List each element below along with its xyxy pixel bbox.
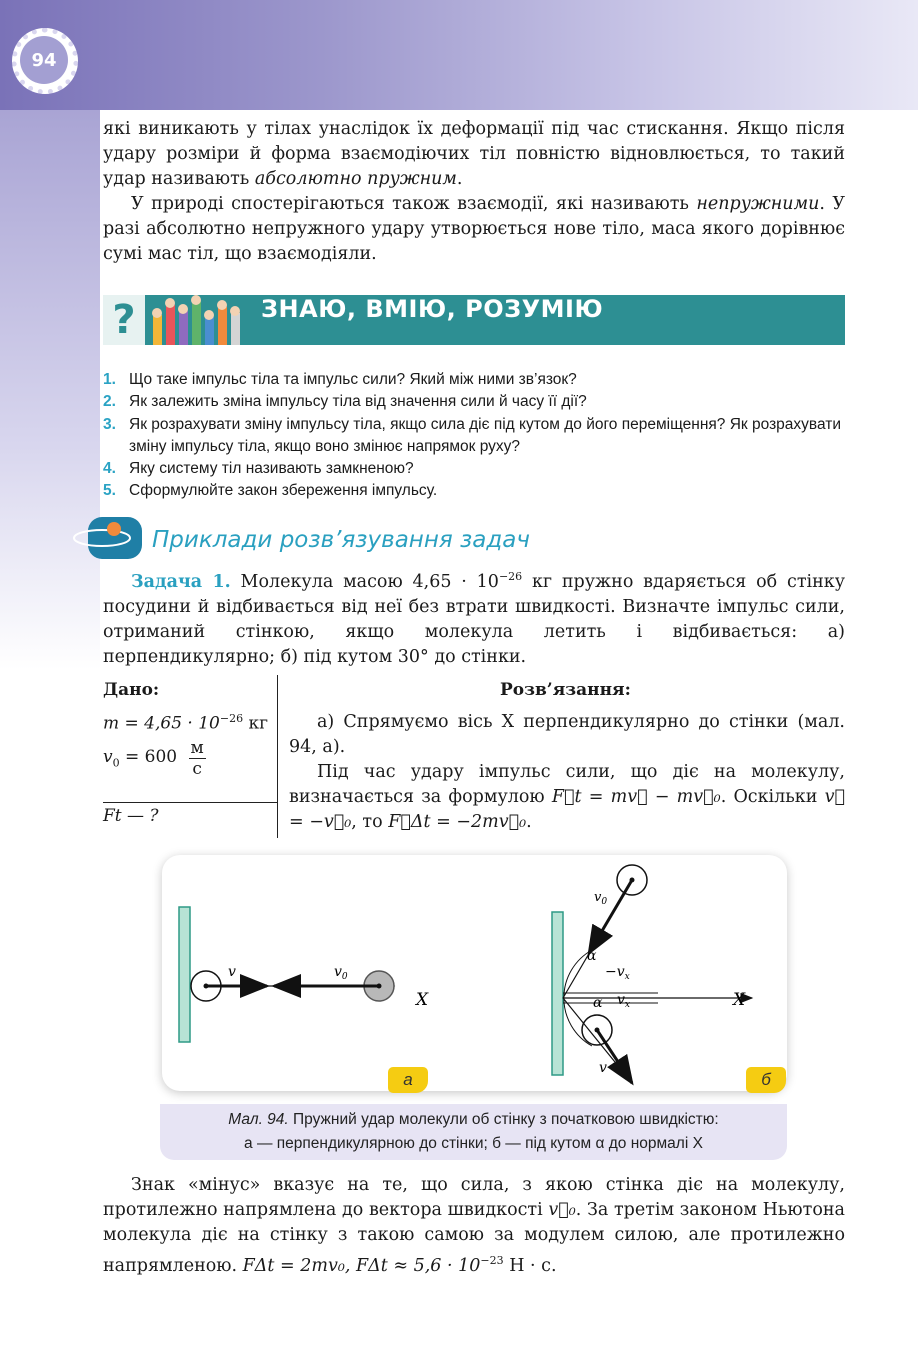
wall [179,907,190,1042]
panel-tag-a: а [388,1067,428,1093]
conclusion-paragraph: Знак «мінус» вказує на те, що сила, з якою стінка діє на молекулу, протилежно напрямлена до вектора швидкості v⃗₀. За третім законом Ньютона молекула діє на стінку з такою самою за модулем силою, але протилежно напрямленою. FΔt = 2mv₀, $F\Delta t \approx 5,6 \cdot 10^{-23}$ Н · с. [103,1175,845,1276]
question-list [103,369,863,503]
intro-paragraph-1: які виникають у тілах унаслідок їх деформації під час стискання. Якщо після удару розміри й форма взаємодіючих тіл повністю відновлюється, то такий удар називають абсолютно пружним. [103,119,845,189]
find-quantity: Ft — ? [103,806,159,826]
list-item: 2. Як залежить зміна імпульсу тіла від значення сили й часу її дії? [103,393,587,411]
x-axis-label: X [733,990,746,1010]
given-mass: $m = 4,65 \cdot 10^{-26}$ кг [103,712,269,734]
x-axis-label: X [416,990,429,1010]
collision-diagram [162,855,787,1091]
header-background [0,0,918,110]
v0-label: $v_0$ [334,964,348,982]
alpha-label: α [587,948,597,964]
divider [277,675,278,838]
side-background [0,110,100,670]
atom-icon [70,517,142,559]
minus-vx-label: $-v_x$ [605,964,630,982]
solution-heading: Розв’язання: [500,680,631,700]
given-heading: Дано: [103,680,160,700]
task-statement: Задача 1. Молекула масою $4,65 \cdot 10^{-26}$ кг пружно вдаряється об стінку посудини й відбивається від неї без втрати швидкості. Визначте імпульс сили, отриманий стінкою, якщо молекула летить і відбивається: а) перпендикулярно; б) під кутом 30° до стінки. [103,570,845,667]
list-item: 1. Що таке імпульс тіла та імпульс сили? Який між ними зв’язок? [103,371,577,388]
alpha-label: α [593,995,603,1011]
banner-title: ЗНАЮ, ВМІЮ, РОЗУМІЮ [261,295,604,323]
figure-caption: Мал. 94. Пружний удар молекули об стінку з початковою швидкістю: а — перпендикулярною до стінки; б — під кутом α до нормалі X [160,1104,787,1160]
divider [103,802,277,803]
panel-tag-b: б [746,1067,786,1093]
section-banner [103,295,845,345]
page-number: 94 [20,36,68,84]
given-velocity: $v_0 = 600$ м с [103,738,204,779]
figure-94 [162,855,787,1091]
list-item: 5. Сформулюйте закон збереження імпульсу. [103,482,438,500]
raised-hands-icon [147,295,243,345]
solution-step-formula: Під час удару імпульс сили, що діє на молекулу, визначається за формулою F⃗t = mv⃗ − mv⃗₀. Оскільки v⃗ = −v⃗₀, то F⃗Δt = −2mv⃗₀. [289,762,845,832]
v-label: v [599,1060,607,1076]
question-mark-icon: ? [103,295,145,345]
solution-step-a: а) Спрямуємо вісь X перпендикулярно до стінки (мал. 94, а). [289,712,845,757]
wall [552,912,563,1075]
v-label: v [228,964,236,980]
list-item: 4. Яку систему тіл називають замкненою? [103,460,414,478]
section-title: Приклади розв’язування задач [152,527,530,553]
intro-paragraph-2: У природі спостерігаються також взаємодії, які називають непружними. У разі абсолютно непружного удару утворюється нове тіло, маса якого дорівнює сумі мас тіл, що взаємодіяли. [103,194,845,264]
vx-label: $v_x$ [617,992,630,1010]
v0-label: $v_0$ [594,890,608,907]
list-item: 3. Як розрахувати зміну імпульсу тіла, якщо сила діє під кутом до його переміщення? Як розрахувати зміну імпульсу тіла, якщо воно змінює напрямок руху? [103,415,842,455]
